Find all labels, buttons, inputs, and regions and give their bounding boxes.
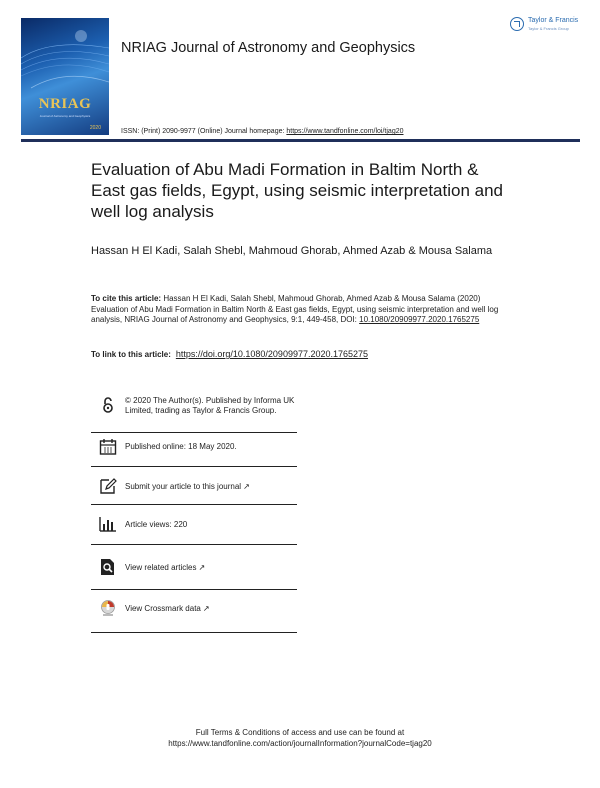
calendar-icon [99, 438, 117, 456]
open-access-icon [99, 396, 117, 414]
doi-link[interactable]: 10.1080/20909977.2020.1765275 [359, 315, 480, 324]
item-divider [91, 589, 297, 590]
cover-brand: NRIAG [38, 96, 92, 112]
submit-article-link[interactable] [125, 482, 299, 492]
crossmark-item[interactable] [91, 599, 297, 621]
terms-text: Full Terms & Conditions of access and use can be found at [195, 728, 405, 737]
item-divider [91, 544, 297, 545]
related-articles-item[interactable] [91, 558, 297, 580]
publisher-logo-name: Taylor & Francis [528, 17, 579, 24]
crossmark-link[interactable] [125, 604, 299, 614]
bar-chart-icon [99, 515, 117, 533]
issn-text: ISSN: (Print) 2090-9977 (Online) Journal homepage: [121, 128, 287, 135]
citation-block [91, 294, 511, 326]
item-divider [91, 632, 297, 633]
crossmark-label: View Crossmark data [125, 604, 201, 613]
submit-article-item[interactable] [91, 477, 297, 499]
related-articles-link[interactable] [125, 563, 299, 573]
terms-url-link[interactable]: https://www.tandfonline.com/action/journalInformation?journalCode=tjag20 [168, 739, 432, 748]
crossmark-icon [99, 599, 117, 617]
submit-article-label: Submit your article to this journal [125, 482, 242, 491]
cite-text: Hassan H El Kadi, Salah Shebl, Mahmoud Ghorab, Ahmed Azab & Mousa Salama (2020) Evaluation of Abu Madi Formation in Baltim North & East gas fields, Egypt, using seismic interpretation and well log analysis, NRIAG Journal of Astronomy and Geophysics, 9:1, 449-458, DOI: [91, 294, 499, 324]
published-item [91, 438, 297, 460]
article-views-item [91, 515, 297, 537]
publisher-logo[interactable] [510, 15, 582, 39]
journal-homepage-link[interactable]: https://www.tandfonline.com/loi/tjag20 [286, 128, 404, 135]
related-articles-label: View related articles [125, 563, 197, 572]
published-date-text: Published online: 18 May 2020. [125, 442, 237, 451]
publisher-logo-group: Taylor & Francis Group [528, 26, 569, 31]
item-divider [91, 432, 297, 433]
article-title: Evaluation of Abu Madi Formation in Baltim North & East gas fields, Egypt, using seismic interpretation and well log analysis [91, 160, 503, 221]
terms-footer [0, 727, 600, 749]
article-url-link[interactable]: https://doi.org/10.1080/20909977.2020.1765275 [175, 349, 369, 359]
cite-label: To cite this article: [91, 294, 162, 303]
journal-title[interactable]: NRIAG Journal of Astronomy and Geophysics [121, 40, 416, 56]
cover-year: 2020 [89, 125, 101, 131]
item-divider [91, 504, 297, 505]
journal-cover-image [21, 18, 109, 135]
external-link-icon: ↗ [202, 604, 210, 613]
item-divider [91, 466, 297, 467]
copyright-text: © 2020 The Author(s). Published by Informa UK Limited, trading as Taylor & Francis Group. [125, 396, 295, 415]
link-label: To link to this article: [91, 350, 171, 359]
open-access-item [91, 396, 297, 430]
taylor-francis-logo-icon [510, 17, 524, 31]
search-document-icon [99, 558, 117, 576]
header-divider [21, 139, 580, 142]
external-link-icon: ↗ [243, 482, 250, 491]
cover-subtitle: Journal of Astronomy and Geophysics [39, 114, 91, 118]
article-authors[interactable]: Hassan H El Kadi, Salah Shebl, Mahmoud Ghorab, Ahmed Azab & Mousa Salama [91, 245, 493, 257]
external-link-icon: ↗ [198, 563, 206, 572]
issn-line [121, 128, 404, 135]
pencil-icon [99, 477, 117, 495]
article-views-text: Article views: 220 [125, 520, 188, 529]
article-link-line [91, 349, 368, 359]
